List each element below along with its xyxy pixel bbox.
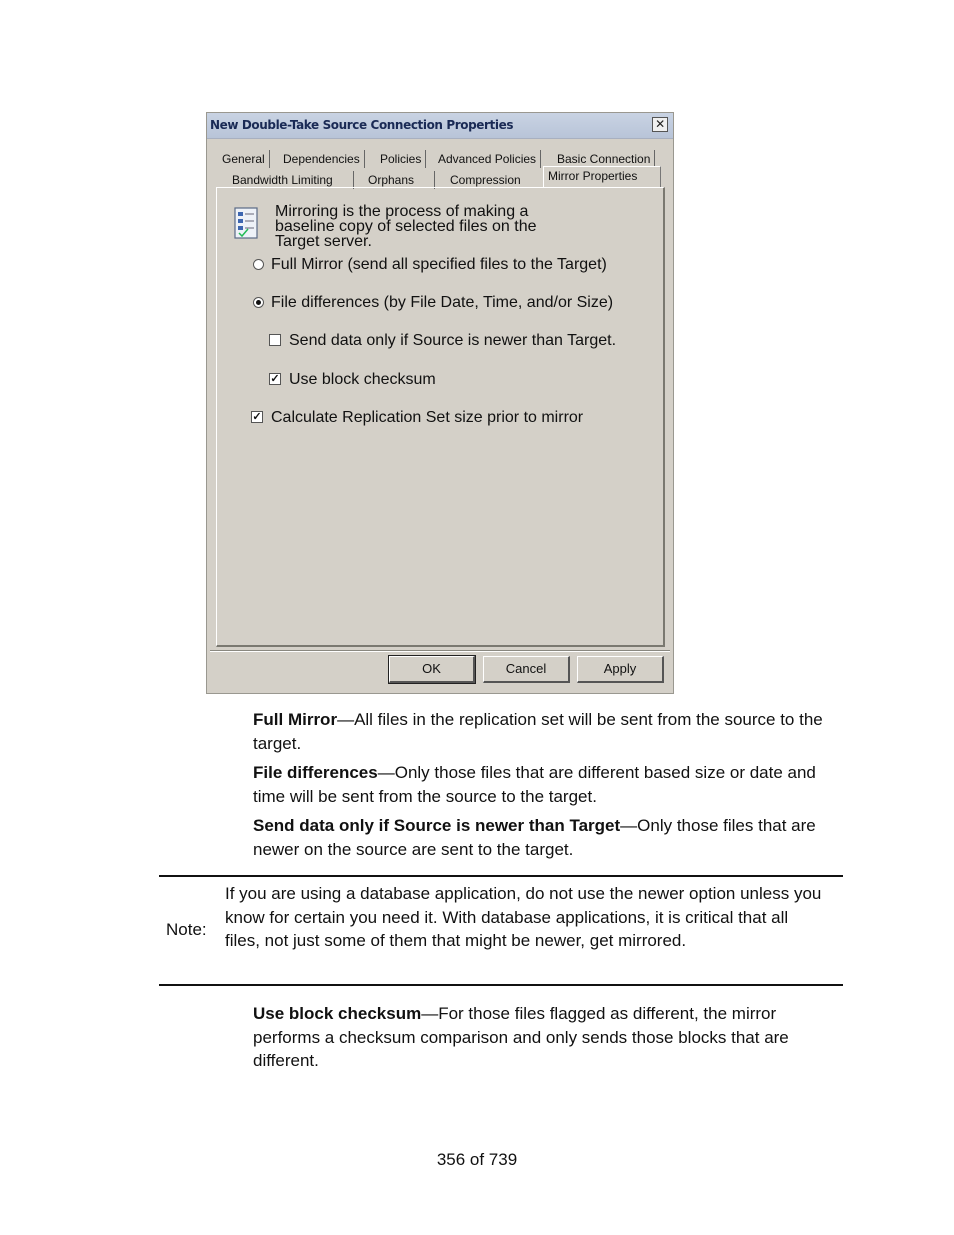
- definition: —All files in the replication set will be sent from the source to the target.: [253, 710, 823, 753]
- cancel-button[interactable]: Cancel: [483, 656, 570, 683]
- send-newer-paragraph: [253, 814, 843, 861]
- close-icon[interactable]: ✕: [652, 117, 668, 132]
- block-checksum-label: Use block checksum: [289, 371, 436, 388]
- term: Use block checksum: [253, 1004, 422, 1023]
- tab-general[interactable]: General: [218, 150, 270, 168]
- definition: —Only those files that are different based size or date and time will be sent from the source to the target.: [253, 763, 816, 806]
- term: Full Mirror: [253, 710, 338, 729]
- file-differences-label: File differences (by File Date, Time, and/or Size): [271, 294, 614, 311]
- ok-button[interactable]: OK: [389, 656, 475, 683]
- block-checksum-checkbox[interactable]: ✓: [270, 373, 280, 385]
- mirror-intro-text: Mirroring is the process of making a baseline copy of selected files on the Target server.: [275, 203, 537, 250]
- tab-policies[interactable]: Policies: [376, 150, 426, 168]
- full-mirror-radio[interactable]: [253, 259, 264, 270]
- calc-replication-size-checkbox[interactable]: ✓: [252, 411, 262, 423]
- mirror-document-icon: [232, 206, 260, 240]
- dialog-title: New Double-Take Source Connection Properties: [210, 118, 514, 132]
- note-bottom-rule: [159, 984, 843, 986]
- note-top-rule: [159, 875, 843, 877]
- full-mirror-paragraph: [253, 708, 843, 755]
- calc-replication-size-label: Calculate Replication Set size prior to mirror: [271, 409, 584, 426]
- page-number: 356 of 739: [436, 1150, 518, 1169]
- title-bar: [207, 113, 673, 139]
- block-checksum-paragraph: [253, 1002, 843, 1073]
- term: File differences: [253, 763, 378, 782]
- tab-basic-connection[interactable]: Basic Connection: [553, 150, 655, 168]
- tab-dependencies[interactable]: Dependencies: [279, 150, 365, 168]
- file-differences-radio[interactable]: [253, 297, 264, 308]
- definition: —For those files flagged as different, the mirror performs a checksum comparison and only sends those blocks that are different.: [253, 1004, 789, 1070]
- tab-bandwidth-limiting[interactable]: Bandwidth Limiting: [228, 171, 354, 189]
- full-mirror-label: Full Mirror (send all specified files to the Target): [271, 256, 607, 273]
- tab-orphans[interactable]: Orphans: [364, 171, 435, 189]
- note-text: If you are using a database application, do not use the newer option unless you know for certain you need it. With database applications, it is critical that all files, not just some of them that might be newer, get mirrored.: [225, 884, 822, 950]
- tab-compression[interactable]: Compression: [450, 173, 521, 187]
- file-differences-paragraph: [253, 761, 843, 808]
- tab-advanced-policies[interactable]: Advanced Policies: [434, 150, 541, 168]
- definition: —Only those files that are newer on the source are sent to the target.: [253, 816, 816, 859]
- term: Send data only if Source is newer than Target: [253, 816, 621, 835]
- send-newer-label: Send data only if Source is newer than Target.: [289, 332, 617, 349]
- tab-mirror-properties[interactable]: Mirror Properties: [543, 166, 661, 187]
- send-newer-checkbox[interactable]: [269, 334, 281, 346]
- note-label: Note:: [166, 920, 207, 939]
- button-separator: [210, 650, 670, 652]
- apply-button[interactable]: Apply: [577, 656, 664, 683]
